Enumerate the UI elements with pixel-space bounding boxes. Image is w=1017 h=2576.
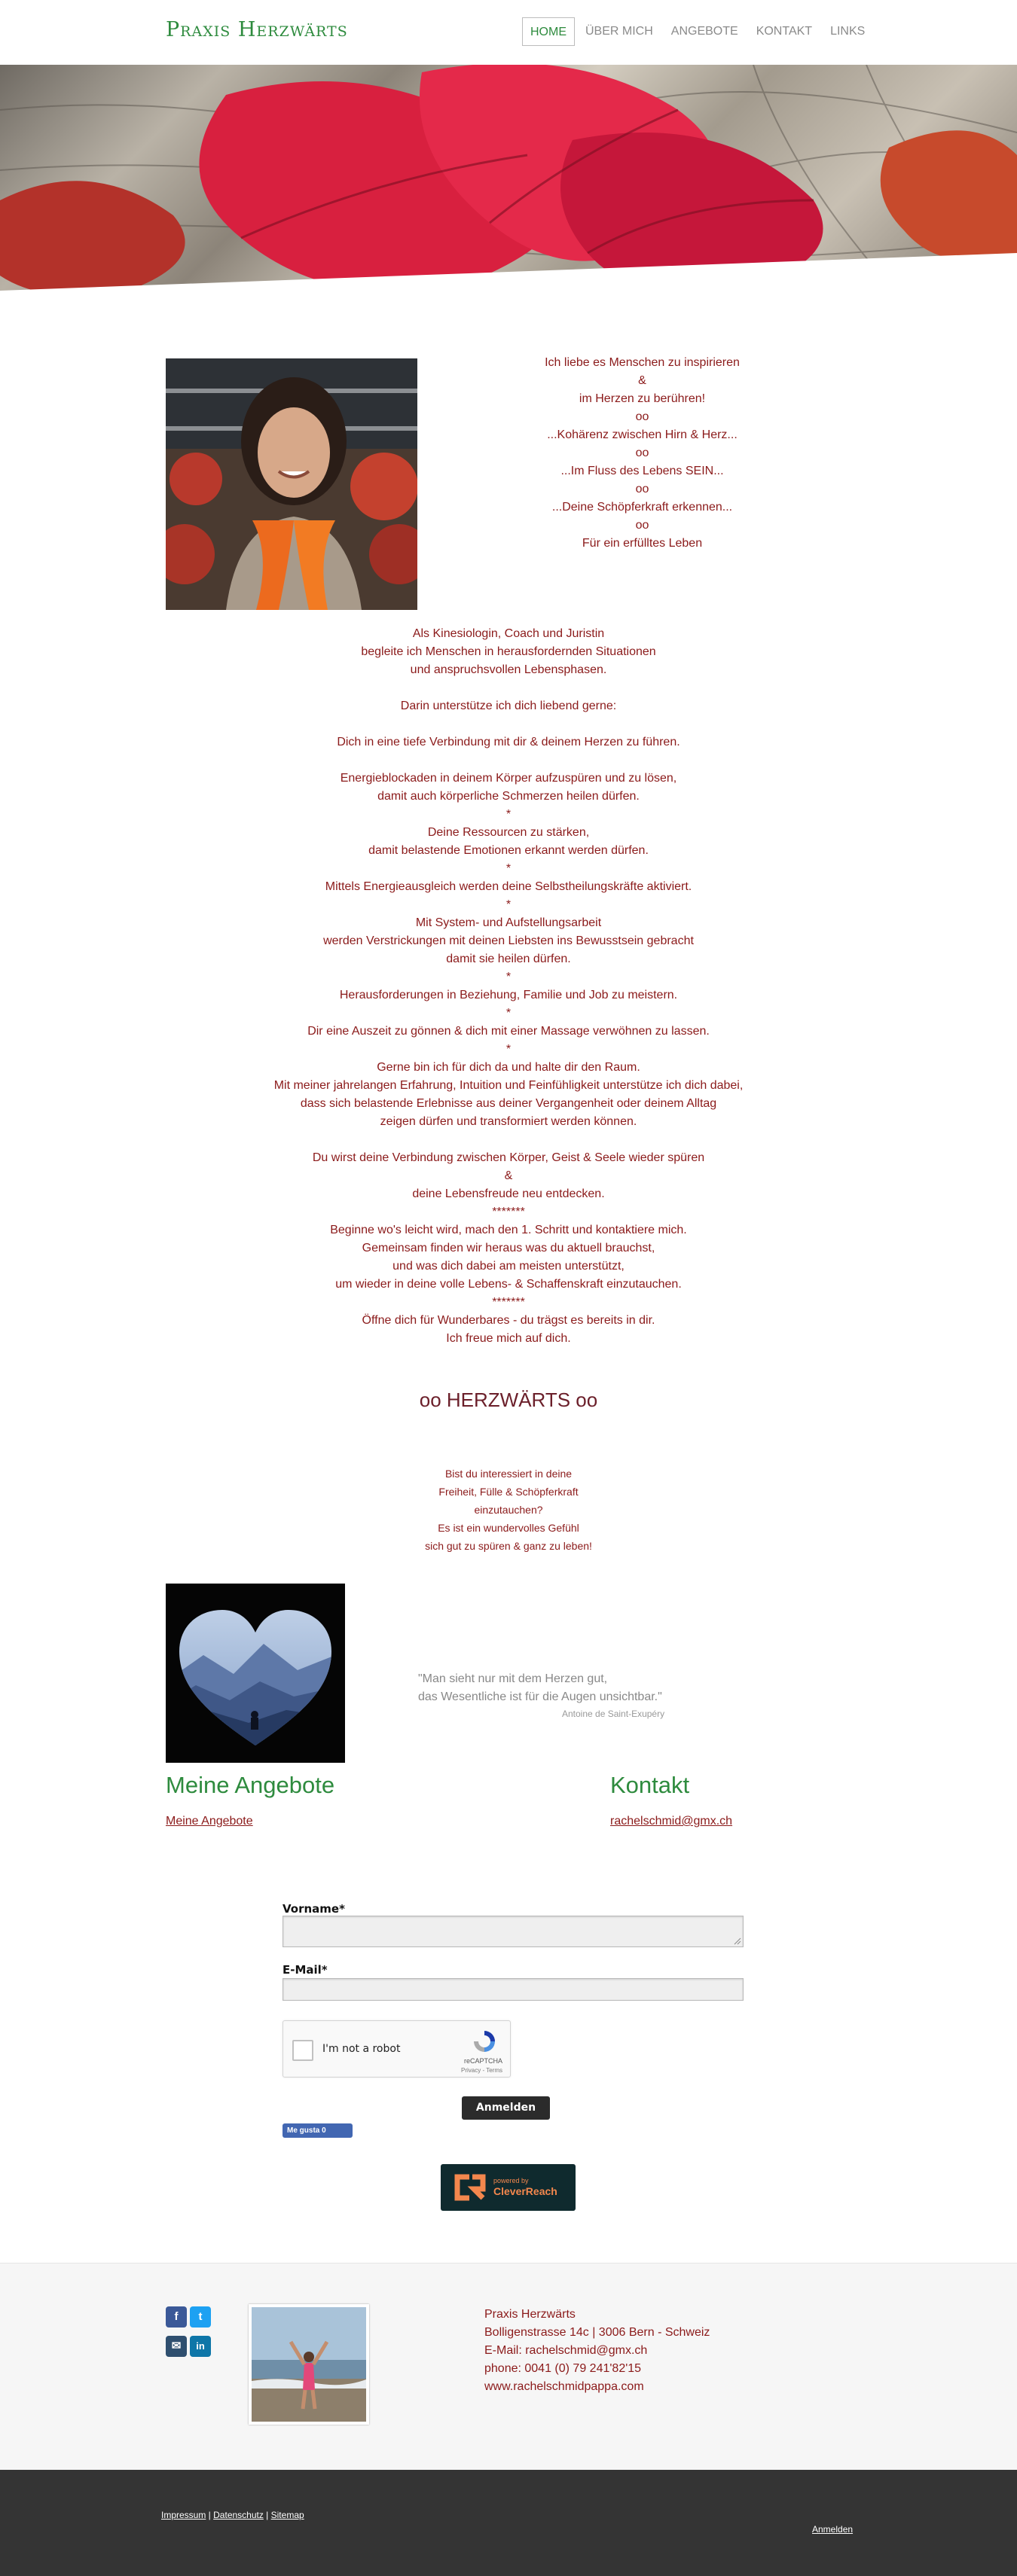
- text-line: begleite ich Menschen in herausfordernden Situationen: [361, 645, 656, 658]
- intro-line: im Herzen zu berühren!: [579, 392, 706, 405]
- text-line: deine Lebensfreude neu entdecken.: [412, 1187, 605, 1200]
- intro-line: oo: [635, 447, 649, 459]
- text-line: Mit System- und Aufstellungsarbeit: [415, 916, 602, 929]
- text-line: damit belastende Emotionen erkannt werden dürfen.: [368, 844, 649, 857]
- text-line: *: [505, 862, 512, 875]
- firstname-label: Vorname*: [282, 1902, 345, 1916]
- footer-bottom: [0, 2470, 1017, 2576]
- invite-line: sich gut zu spüren & ganz zu leben!: [425, 1540, 592, 1552]
- main-description: [166, 625, 851, 1348]
- site-header: [0, 0, 1017, 65]
- invite-text: [347, 1465, 670, 1555]
- datenschutz-link[interactable]: Datenschutz: [213, 2510, 264, 2520]
- email-icon[interactable]: ✉: [166, 2336, 187, 2357]
- footer-beach-photo: [249, 2304, 369, 2425]
- text-line: werden Verstrickungen mit deinen Liebsten ins Bewusstsein gebracht: [323, 934, 694, 947]
- quote-line: "Man sieht nur mit dem Herzen gut,: [418, 1672, 608, 1685]
- captcha-checkbox[interactable]: [292, 2040, 313, 2061]
- resize-handle-icon[interactable]: [734, 1937, 741, 1945]
- facebook-icon[interactable]: f: [166, 2306, 187, 2328]
- intro-line: &: [638, 374, 646, 387]
- firstname-input[interactable]: [282, 1916, 744, 1947]
- text-line: &: [504, 1169, 513, 1182]
- intro-line: ...Deine Schöpferkraft erkennen...: [551, 501, 733, 514]
- nav-about[interactable]: ÜBER MICH: [585, 25, 653, 38]
- text-line: Öffne dich für Wunderbares - du trägst es bereits in dir.: [362, 1314, 655, 1327]
- intro-line: Ich liebe es Menschen zu inspirieren: [545, 356, 740, 369]
- invite-line: Bist du interessiert in deine: [444, 1468, 573, 1480]
- quote-author: Antoine de Saint-Exupéry: [562, 1709, 665, 1719]
- email-label: E-Mail*: [282, 1963, 328, 1977]
- hero-leaves-image: [0, 65, 1017, 301]
- nav-contact[interactable]: KONTAKT: [756, 25, 813, 38]
- intro-line: oo: [635, 519, 649, 532]
- intro-line: Für ein erfülltes Leben: [582, 537, 703, 550]
- offers-heading: Meine Angebote: [166, 1772, 335, 1798]
- login-link[interactable]: Anmelden: [812, 2524, 854, 2535]
- captcha-brand: reCAPTCHA: [463, 2057, 502, 2065]
- cleverreach-caption: powered by: [493, 2177, 529, 2184]
- heart-mountain-photo: [166, 1584, 345, 1763]
- text-line: Du wirst deine Verbindung zwischen Körper, Geist & Seele wieder spüren: [312, 1151, 705, 1164]
- hero-banner: [0, 65, 1017, 301]
- text-line: *******: [492, 1206, 525, 1218]
- text-line: Energieblockaden in deinem Körper aufzuspüren und zu lösen,: [340, 772, 677, 785]
- text-line: Ich freue mich auf dich.: [446, 1332, 571, 1345]
- main-nav: [522, 17, 875, 46]
- footer-links: Impressum | Datenschutz | Sitemap: [161, 2510, 304, 2520]
- text-line: und was dich dabei am meisten unterstützt,: [392, 1260, 625, 1273]
- nav-links[interactable]: LINKS: [830, 25, 866, 38]
- intro-line: oo: [635, 410, 649, 423]
- text-line: damit sie heilen dürfen.: [446, 953, 571, 965]
- text-line: Als Kinesiologin, Coach und Juristin: [412, 627, 605, 640]
- email-input[interactable]: [282, 1978, 744, 2001]
- text-line: damit auch körperliche Schmerzen heilen dürfen.: [377, 790, 640, 803]
- address-line[interactable]: www.rachelschmidpappa.com: [484, 2380, 644, 2393]
- text-line: Dich in eine tiefe Verbindung mit dir & deinem Herzen zu führen.: [337, 736, 680, 748]
- nav-home[interactable]: HOME: [522, 17, 575, 46]
- cleverreach-badge[interactable]: [441, 2164, 576, 2211]
- text-line: und anspruchsvollen Lebensphasen.: [410, 663, 607, 676]
- contact-email-link[interactable]: rachelschmid@gmx.ch: [610, 1815, 733, 1828]
- text-line: Gemeinsam finden wir heraus was du aktuell brauchst,: [362, 1242, 655, 1254]
- quote-line: das Wesentliche ist für die Augen unsichtbar.": [418, 1690, 662, 1703]
- nav-offers[interactable]: ANGEBOTE: [670, 25, 738, 38]
- offers-link[interactable]: Meine Angebote: [166, 1815, 253, 1828]
- recaptcha-logo-icon: [472, 2029, 497, 2054]
- brand-heading: oo HERZWÄRTS oo: [419, 1389, 598, 1411]
- text-line: [166, 751, 851, 770]
- facebook-like-button[interactable]: Me gusta 0: [282, 2123, 353, 2138]
- address-line: phone: 0041 (0) 79 241'82'15: [484, 2362, 642, 2375]
- profile-photo: [166, 358, 417, 610]
- recaptcha-widget: [282, 2020, 511, 2078]
- text-line: Darin unterstütze ich dich liebend gerne:: [400, 700, 617, 712]
- sitemap-link[interactable]: Sitemap: [270, 2510, 304, 2520]
- invite-line: einzutauchen?: [474, 1504, 543, 1516]
- text-line: Deine Ressourcen zu stärken,: [427, 826, 590, 839]
- text-line: Mit meiner jahrelangen Erfahrung, Intuition und Feinfühligkeit unterstütze ich dich dabei,: [273, 1079, 744, 1092]
- text-line: Dir eine Auszeit zu gönnen & dich mit einer Massage verwöhnen zu lassen.: [307, 1025, 710, 1038]
- twitter-icon[interactable]: t: [190, 2306, 211, 2328]
- intro-line: ...Kohärenz zwischen Hirn & Herz...: [547, 428, 738, 441]
- quote: [418, 1670, 734, 1706]
- text-line: *: [505, 1043, 512, 1056]
- contact-heading: Kontakt: [610, 1772, 690, 1798]
- text-line: Gerne bin ich für dich da und halte dir den Raum.: [377, 1061, 640, 1074]
- text-line: [166, 1131, 851, 1149]
- cleverreach-logo-icon: [451, 2171, 489, 2204]
- intro-line: ...Im Fluss des Lebens SEIN...: [560, 465, 724, 477]
- linkedin-icon[interactable]: in: [190, 2336, 211, 2357]
- text-line: zeigen dürfen und transformiert werden können.: [380, 1115, 637, 1128]
- text-line: Beginne wo's leicht wird, mach den 1. Schritt und kontaktiere mich.: [330, 1224, 687, 1236]
- intro-text: [490, 354, 795, 553]
- captcha-terms-link[interactable]: Privacy - Terms: [461, 2067, 502, 2074]
- intro-line: oo: [635, 483, 649, 495]
- impressum-link[interactable]: Impressum: [161, 2510, 206, 2520]
- address-line: Bolligenstrasse 14c | 3006 Bern - Schweiz: [484, 2326, 710, 2339]
- address-line: Praxis Herzwärts: [484, 2308, 576, 2321]
- text-line: dass sich belastende Erlebnisse aus deiner Vergangenheit oder deinem Alltag: [300, 1097, 717, 1110]
- cleverreach-name: CleverReach: [493, 2185, 557, 2197]
- text-line: *: [505, 971, 512, 983]
- text-line: um wieder in deine volle Lebens- & Schaffenskraft einzutauchen.: [335, 1278, 682, 1291]
- text-line: *: [505, 808, 512, 821]
- footer-address: [484, 2306, 710, 2396]
- invite-line: Freiheit, Fülle & Schöpferkraft: [438, 1486, 579, 1498]
- text-line: *: [505, 1007, 512, 1020]
- address-line[interactable]: E-Mail: rachelschmid@gmx.ch: [484, 2344, 648, 2357]
- text-line: [166, 715, 851, 733]
- site-logo[interactable]: Praxis Herzwärts: [166, 18, 348, 41]
- text-line: *******: [492, 1296, 525, 1309]
- text-line: [166, 679, 851, 697]
- invite-line: Es ist ein wundervolles Gefühl: [438, 1522, 579, 1534]
- text-line: Mittels Energieausgleich werden deine Selbstheilungskräfte aktiviert.: [325, 880, 692, 893]
- subscribe-button[interactable]: Anmelden: [462, 2096, 550, 2120]
- text-line: *: [505, 898, 512, 911]
- captcha-label: I'm not a robot: [322, 2043, 401, 2055]
- text-line: Herausforderungen in Beziehung, Familie und Job zu meistern.: [339, 989, 678, 1001]
